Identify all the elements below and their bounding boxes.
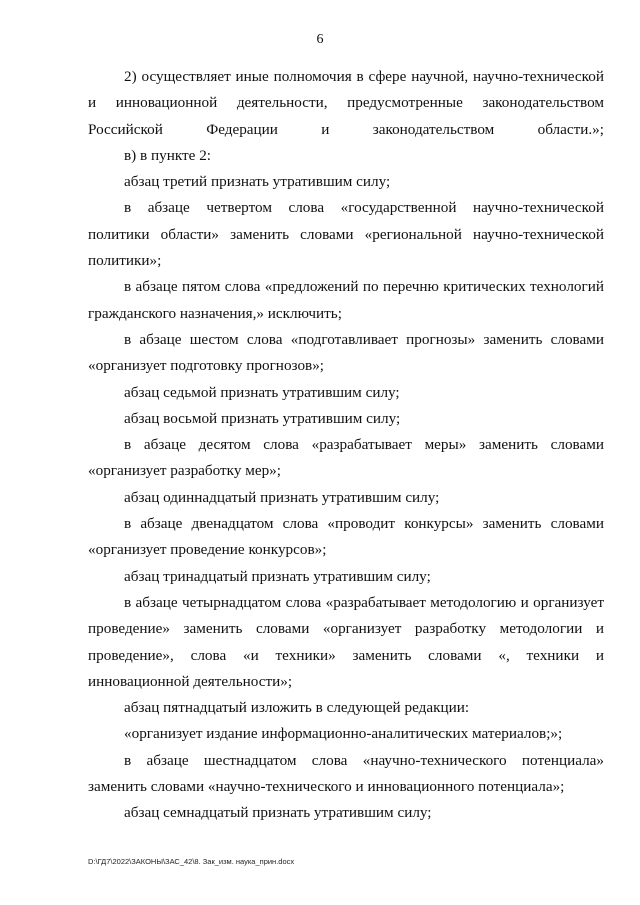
paragraph-12: абзац тринадцатый признать утратившим силу; <box>124 567 431 585</box>
paragraph-8: абзац восьмой признать утратившим силу; <box>124 409 401 427</box>
footer-file-path: D:\ГД7\2022\ЗАКОНЫ\ЗАС_42\8. Зак_изм. наука_прин.docx <box>88 857 295 866</box>
paragraph-13: в абзаце четырнадцатом слова «разрабатывает методологию и организует проведение» заменить словами «организует разработку методологии и проведение», слова «и техники» заменить словами «, техники и инновационной деятельности»; <box>88 593 604 690</box>
paragraph-10: абзац одиннадцатый признать утратившим силу; <box>124 488 440 506</box>
paragraph-15: «организует издание информационно-аналитических материалов;»; <box>124 725 563 743</box>
paragraph-3: абзац третий признать утратившим силу; <box>124 173 391 191</box>
paragraph-17: абзац семнадцатый признать утратившим силу; <box>124 804 432 822</box>
paragraph-6: в абзаце шестом слова «подготавливает прогнозы» заменить словами «организует подготовку прогнозов»; <box>88 330 604 375</box>
paragraph-4: в абзаце четвертом слова «государственной научно-технической политики области» заменить словами «региональной научно-технической политики»; <box>88 199 604 270</box>
document-body <box>88 64 604 827</box>
paragraph-11: в абзаце двенадцатом слова «проводит конкурсы» заменить словами «организует проведение конкурсов»; <box>88 515 604 559</box>
paragraph-14: абзац пятнадцатый изложить в следующей редакции: <box>124 699 470 717</box>
paragraph-16: в абзаце шестнадцатом слова «научно-технического потенциала» заменить словами «научно-технического и инновационного потенциала»; <box>88 751 604 796</box>
paragraph-9: в абзаце десятом слова «разрабатывает меры» заменить словами «организует разработку мер»; <box>88 436 604 480</box>
paragraph-5: в абзаце пятом слова «предложений по перечню критических технологий гражданского назначения,» исключить; <box>88 278 604 322</box>
paragraph-2: в) в пункте 2: <box>124 146 212 164</box>
paragraph-7: абзац седьмой признать утратившим силу; <box>124 383 400 401</box>
paragraph-1: 2) осуществляет иные полномочия в сфере научной, научно-технической и инновационной деятельности, предусмотренные законодательством Российской Федерации и законодательством области.»; <box>88 68 604 138</box>
page-number: 6 <box>316 32 324 47</box>
